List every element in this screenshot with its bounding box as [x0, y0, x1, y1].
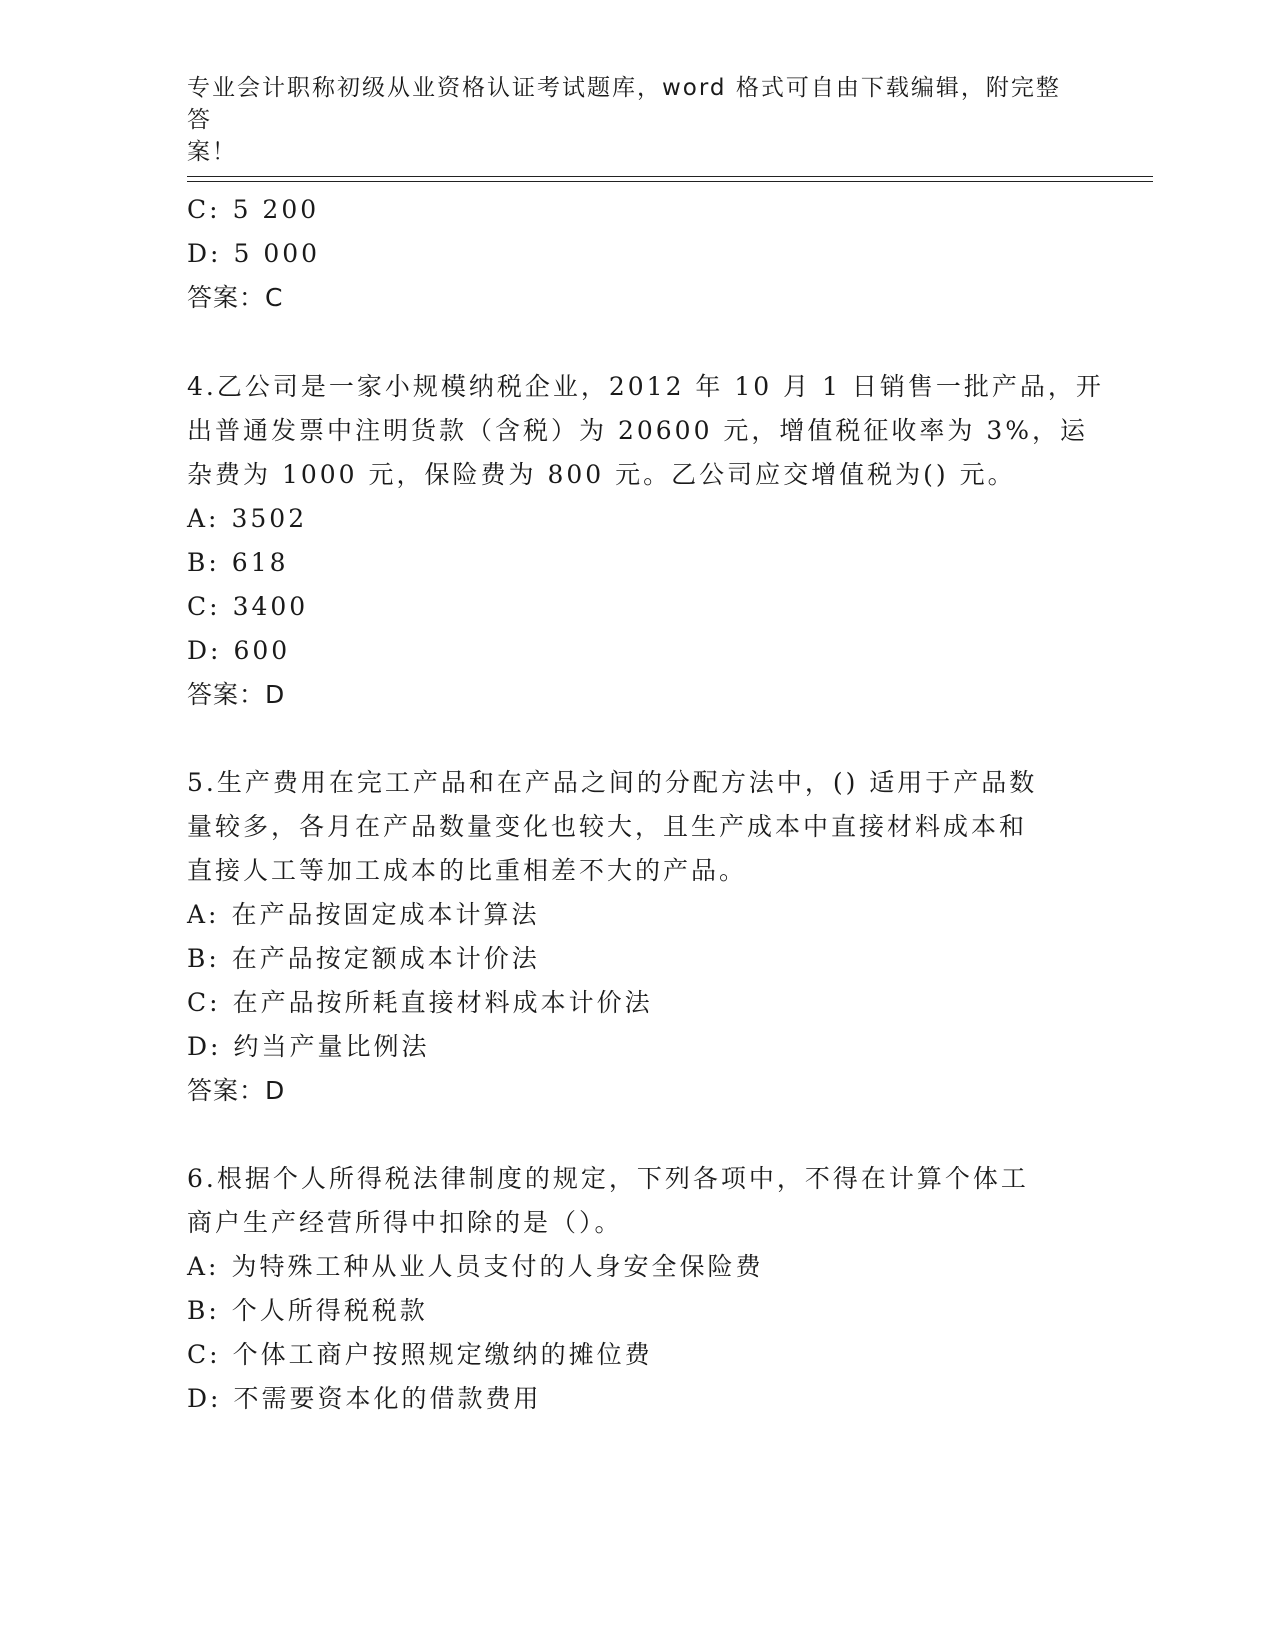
q5-option-a: A: 在产品按固定成本计算法 — [187, 900, 540, 929]
header-divider-bottom — [187, 181, 1153, 182]
header-line-1: 专业会计职称初级从业资格认证考试题库，word 格式可自由下载编辑，附完整答 — [187, 75, 1061, 133]
q4-option-c: C: 3400 — [187, 592, 309, 621]
q6-option-b: B: 个人所得税税款 — [187, 1296, 428, 1325]
q6-stem-line-1: 6.根据个人所得税法律制度的规定，下列各项中，不得在计算个体工 — [187, 1164, 1029, 1193]
q4-stem-line-3: 杂费为 1000 元，保险费为 800 元。乙公司应交增值税为() 元。 — [187, 460, 1016, 489]
q4-option-a: A: 3502 — [187, 504, 308, 533]
prev-answer: 答案：C — [187, 283, 284, 312]
page-header — [187, 72, 1067, 168]
q6-option-a: A: 为特殊工种从业人员支付的人身安全保险费 — [187, 1252, 764, 1281]
q5-option-d: D: 约当产量比例法 — [187, 1032, 430, 1061]
q5-stem-line-3: 直接人工等加工成本的比重相差不大的产品。 — [187, 856, 748, 885]
q6-option-d: D: 不需要资本化的借款费用 — [187, 1384, 542, 1413]
q4-option-b: B: 618 — [187, 548, 289, 577]
q6-option-c: C: 个体工商户按照规定缴纳的摊位费 — [187, 1340, 653, 1369]
q4-option-d: D: 600 — [187, 636, 291, 665]
q4-stem-line-1: 4.乙公司是一家小规模纳税企业，2012 年 10 月 1 日销售一批产品，开 — [187, 372, 1104, 401]
q5-option-c: C: 在产品按所耗直接材料成本计价法 — [187, 988, 653, 1017]
header-divider-top — [187, 176, 1153, 177]
q4-stem-line-2: 出普通发票中注明货款（含税）为 20600 元，增值税征收率为 3%，运 — [187, 416, 1089, 445]
header-line-2: 案！ — [187, 139, 237, 165]
prev-option-d: D: 5 000 — [187, 239, 321, 268]
q6-stem-line-2: 商户生产经营所得中扣除的是（）。 — [187, 1208, 623, 1237]
q4-answer: 答案：D — [187, 680, 286, 709]
prev-option-c: C: 5 200 — [187, 195, 320, 224]
q5-stem-line-2: 量较多，各月在产品数量变化也较大，且生产成本中直接材料成本和 — [187, 812, 1028, 841]
q5-stem-line-1: 5.生产费用在完工产品和在产品之间的分配方法中，() 适用于产品数 — [187, 768, 1038, 797]
q5-option-b: B: 在产品按定额成本计价法 — [187, 944, 540, 973]
q5-answer: 答案：D — [187, 1076, 286, 1105]
